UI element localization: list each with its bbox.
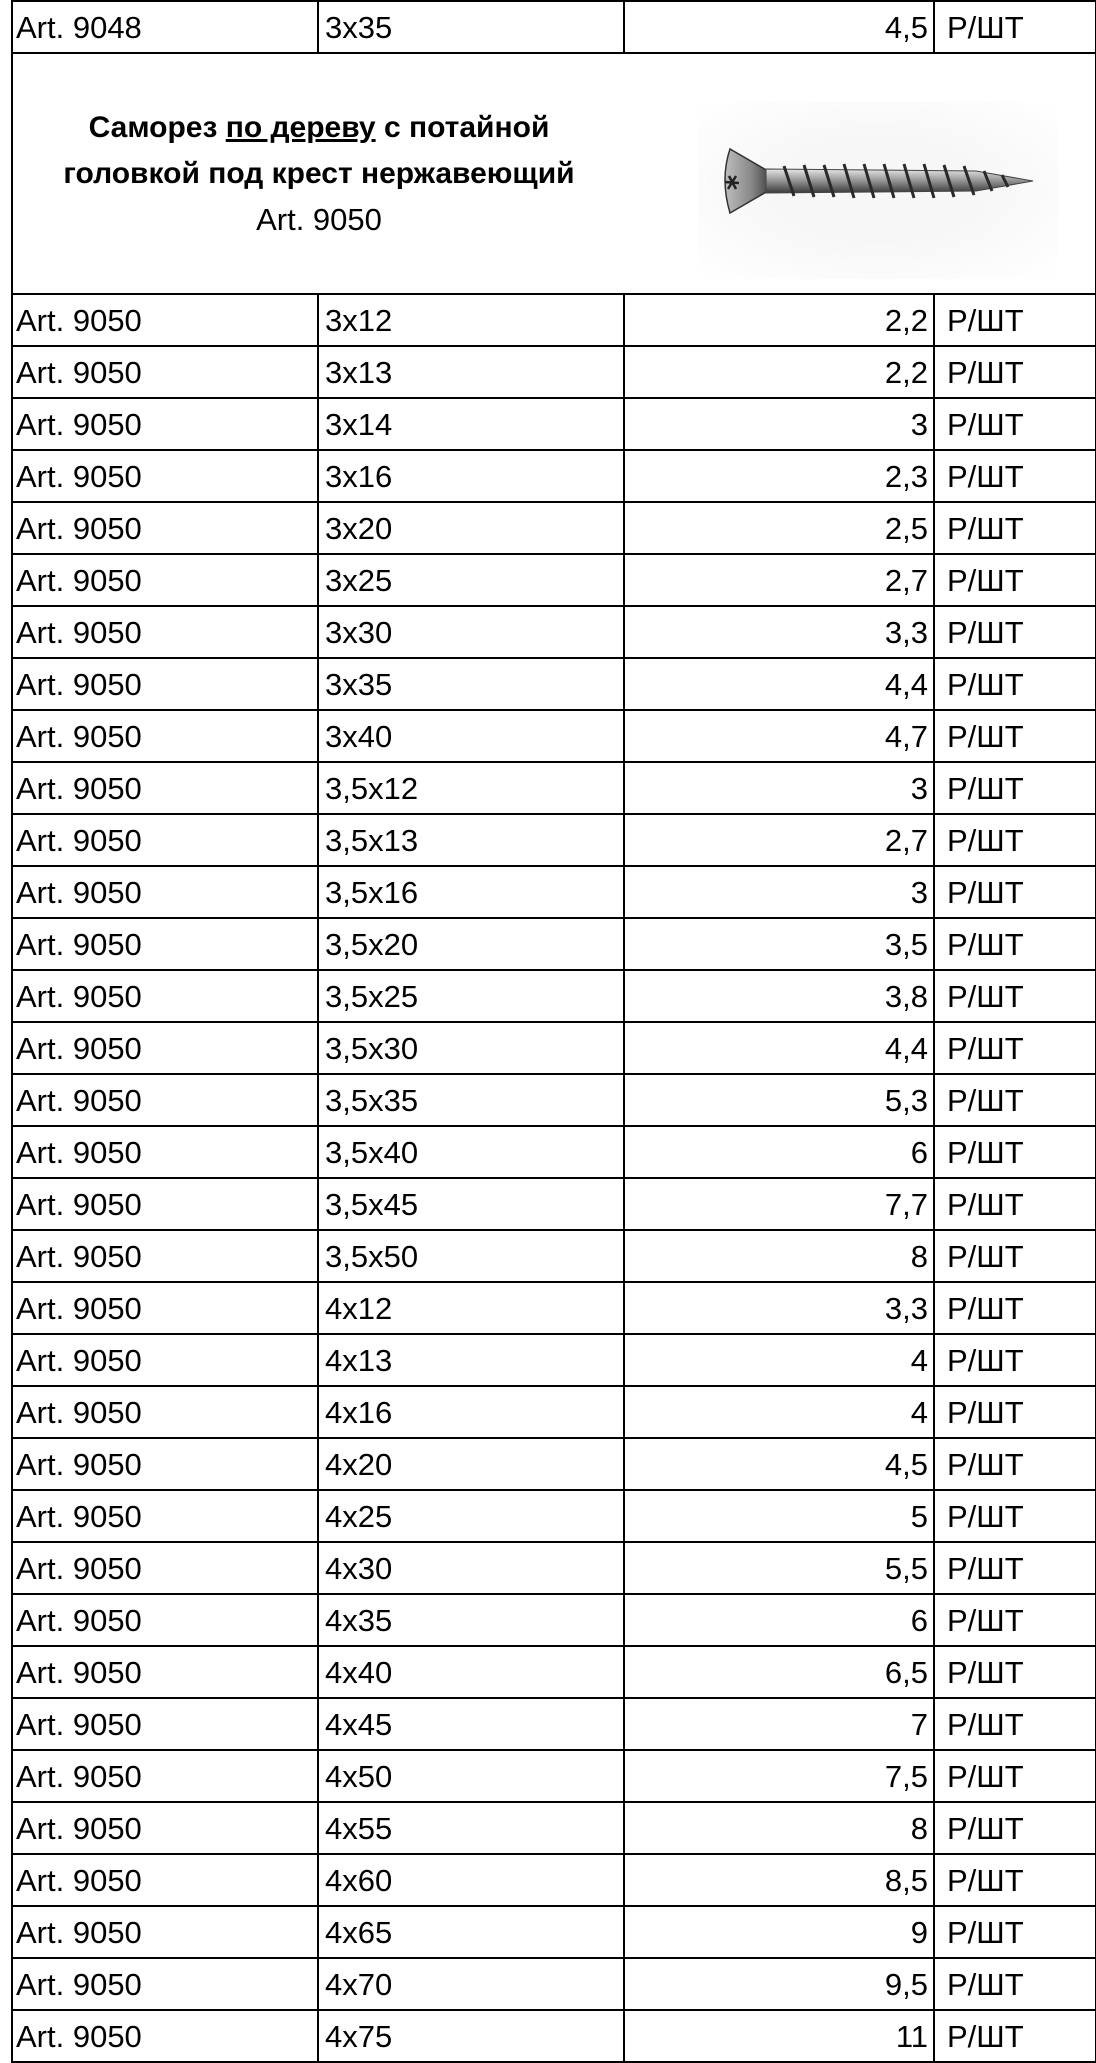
article-cell: Art. 9050 — [12, 1126, 318, 1178]
price-cell: 8 — [624, 1230, 934, 1282]
price-table — [11, 0, 1096, 2063]
article-cell: Art. 9050 — [12, 1594, 318, 1646]
unit-cell: Р/ШТ — [934, 1698, 1096, 1750]
size-cell: 3x35 — [318, 1, 624, 53]
price-cell: 3 — [624, 398, 934, 450]
article-cell: Art. 9050 — [12, 606, 318, 658]
unit-cell: Р/ШТ — [934, 1230, 1096, 1282]
price-cell: 8 — [624, 1802, 934, 1854]
article-cell: Art. 9050 — [12, 2010, 318, 2062]
size-cell: 4x75 — [318, 2010, 624, 2062]
article-cell: Art. 9050 — [12, 918, 318, 970]
section-article: Art. 9050 — [256, 201, 382, 237]
screw-image — [698, 101, 1058, 279]
size-cell: 4x16 — [318, 1386, 624, 1438]
unit-cell: Р/ШТ — [934, 1022, 1096, 1074]
price-cell: 6 — [624, 1594, 934, 1646]
article-cell: Art. 9050 — [12, 1230, 318, 1282]
table-row — [12, 814, 1096, 866]
size-cell: 4x20 — [318, 1438, 624, 1490]
price-cell: 7,7 — [624, 1178, 934, 1230]
price-sheet — [11, 0, 1095, 2063]
table-row — [12, 866, 1096, 918]
section-header-row — [12, 53, 1096, 294]
article-cell: Art. 9050 — [12, 1542, 318, 1594]
unit-cell: Р/ШТ — [934, 1438, 1096, 1490]
unit-cell: Р/ШТ — [934, 450, 1096, 502]
table-row — [12, 1490, 1096, 1542]
size-cell: 3x20 — [318, 502, 624, 554]
table-row — [12, 1126, 1096, 1178]
price-cell: 4 — [624, 1334, 934, 1386]
price-cell: 4,7 — [624, 710, 934, 762]
size-cell: 3x25 — [318, 554, 624, 606]
size-cell: 4x30 — [318, 1542, 624, 1594]
size-cell: 4x50 — [318, 1750, 624, 1802]
price-cell: 9 — [624, 1906, 934, 1958]
table-row — [12, 1906, 1096, 1958]
price-cell: 5 — [624, 1490, 934, 1542]
price-cell: 6,5 — [624, 1646, 934, 1698]
table-row — [12, 1282, 1096, 1334]
size-cell: 3x12 — [318, 294, 624, 346]
unit-cell: Р/ШТ — [934, 502, 1096, 554]
table-row — [12, 1438, 1096, 1490]
unit-cell: Р/ШТ — [934, 866, 1096, 918]
article-cell: Art. 9050 — [12, 1802, 318, 1854]
size-cell: 4x25 — [318, 1490, 624, 1542]
article-cell: Art. 9050 — [12, 346, 318, 398]
countersunk-wood-screw-icon — [698, 101, 1058, 279]
price-cell: 4,5 — [624, 1438, 934, 1490]
section-header-cell — [12, 53, 1096, 294]
article-cell: Art. 9050 — [12, 658, 318, 710]
unit-cell: Р/ШТ — [934, 346, 1096, 398]
unit-cell: Р/ШТ — [934, 1126, 1096, 1178]
table-row — [12, 554, 1096, 606]
table-row — [12, 450, 1096, 502]
unit-cell: Р/ШТ — [934, 1334, 1096, 1386]
unit-cell: Р/ШТ — [934, 814, 1096, 866]
article-cell: Art. 9050 — [12, 1698, 318, 1750]
table-row — [12, 1594, 1096, 1646]
table-row — [12, 1698, 1096, 1750]
size-cell: 3,5x30 — [318, 1022, 624, 1074]
price-cell: 2,7 — [624, 554, 934, 606]
price-cell: 4,4 — [624, 658, 934, 710]
price-cell: 2,5 — [624, 502, 934, 554]
size-cell: 3x14 — [318, 398, 624, 450]
table-row — [12, 1646, 1096, 1698]
size-cell: 4x12 — [318, 1282, 624, 1334]
size-cell: 4x70 — [318, 1958, 624, 2010]
unit-cell: Р/ШТ — [934, 1282, 1096, 1334]
table-row — [12, 1854, 1096, 1906]
table-row — [12, 398, 1096, 450]
price-cell: 5,3 — [624, 1074, 934, 1126]
price-cell: 3,5 — [624, 918, 934, 970]
unit-cell: Р/ШТ — [934, 970, 1096, 1022]
price-cell: 5,5 — [624, 1542, 934, 1594]
article-cell: Art. 9050 — [12, 1750, 318, 1802]
size-cell: 3,5x25 — [318, 970, 624, 1022]
table-row — [12, 1386, 1096, 1438]
article-cell: Art. 9050 — [12, 502, 318, 554]
title-text-end: с потайной — [375, 110, 550, 144]
unit-cell: Р/ШТ — [934, 606, 1096, 658]
unit-cell: Р/ШТ — [934, 1490, 1096, 1542]
article-cell: Art. 9050 — [12, 970, 318, 1022]
size-cell: 3,5x16 — [318, 866, 624, 918]
size-cell: 4x65 — [318, 1906, 624, 1958]
price-cell: 11 — [624, 2010, 934, 2062]
price-table-body — [12, 1, 1096, 2062]
article-cell: Art. 9050 — [12, 1906, 318, 1958]
unit-cell: Р/ШТ — [934, 1594, 1096, 1646]
unit-cell: Р/ШТ — [934, 1, 1096, 53]
table-row — [12, 710, 1096, 762]
article-cell: Art. 9050 — [12, 294, 318, 346]
table-row — [12, 658, 1096, 710]
size-cell: 3x16 — [318, 450, 624, 502]
table-row — [12, 762, 1096, 814]
unit-cell: Р/ШТ — [934, 1750, 1096, 1802]
unit-cell: Р/ШТ — [934, 1854, 1096, 1906]
price-cell: 2,2 — [624, 294, 934, 346]
size-cell: 4x13 — [318, 1334, 624, 1386]
title-text-underlined: по дереву — [225, 110, 376, 144]
table-row — [12, 1074, 1096, 1126]
price-cell: 3 — [624, 762, 934, 814]
article-cell: Art. 9050 — [12, 1438, 318, 1490]
section-title-line-2: головкой под крест нержавеющий — [63, 156, 575, 190]
price-cell: 3,3 — [624, 1282, 934, 1334]
price-cell: 4,5 — [624, 1, 934, 53]
unit-cell: Р/ШТ — [934, 1906, 1096, 1958]
unit-cell: Р/ШТ — [934, 398, 1096, 450]
article-cell: Art. 9050 — [12, 1334, 318, 1386]
table-row — [12, 1230, 1096, 1282]
article-cell: Art. 9050 — [12, 814, 318, 866]
table-row — [12, 1178, 1096, 1230]
article-cell: Art. 9048 — [12, 1, 318, 53]
unit-cell: Р/ШТ — [934, 762, 1096, 814]
unit-cell: Р/ШТ — [934, 1802, 1096, 1854]
size-cell: 3,5x20 — [318, 918, 624, 970]
size-cell: 3x13 — [318, 346, 624, 398]
unit-cell: Р/ШТ — [934, 918, 1096, 970]
article-cell: Art. 9050 — [12, 1074, 318, 1126]
unit-cell: Р/ШТ — [934, 2010, 1096, 2062]
article-cell: Art. 9050 — [12, 554, 318, 606]
article-cell: Art. 9050 — [12, 866, 318, 918]
section-title — [13, 54, 625, 293]
article-cell: Art. 9050 — [12, 1490, 318, 1542]
table-row — [12, 606, 1096, 658]
unit-cell: Р/ШТ — [934, 1178, 1096, 1230]
price-cell: 9,5 — [624, 1958, 934, 2010]
unit-cell: Р/ШТ — [934, 1542, 1096, 1594]
title-text-start: Саморез — [88, 110, 226, 144]
unit-cell: Р/ШТ — [934, 1646, 1096, 1698]
size-cell: 4x45 — [318, 1698, 624, 1750]
unit-cell: Р/ШТ — [934, 1074, 1096, 1126]
size-cell: 4x60 — [318, 1854, 624, 1906]
table-row — [12, 2010, 1096, 2062]
unit-cell: Р/ШТ — [934, 710, 1096, 762]
size-cell: 3x30 — [318, 606, 624, 658]
price-cell: 4 — [624, 1386, 934, 1438]
unit-cell: Р/ШТ — [934, 1386, 1096, 1438]
article-cell: Art. 9050 — [12, 1854, 318, 1906]
size-cell: 4x40 — [318, 1646, 624, 1698]
price-cell: 8,5 — [624, 1854, 934, 1906]
article-cell: Art. 9050 — [12, 710, 318, 762]
article-cell: Art. 9050 — [12, 1646, 318, 1698]
article-cell: Art. 9050 — [12, 398, 318, 450]
size-cell: 4x35 — [318, 1594, 624, 1646]
section-title-line-1 — [89, 105, 550, 151]
article-cell: Art. 9050 — [12, 1386, 318, 1438]
price-cell: 2,3 — [624, 450, 934, 502]
article-cell: Art. 9050 — [12, 1282, 318, 1334]
price-cell: 3 — [624, 866, 934, 918]
size-cell: 3,5x13 — [318, 814, 624, 866]
size-cell: 3,5x35 — [318, 1074, 624, 1126]
size-cell: 3x40 — [318, 710, 624, 762]
table-row — [12, 294, 1096, 346]
price-cell: 4,4 — [624, 1022, 934, 1074]
article-cell: Art. 9050 — [12, 450, 318, 502]
size-cell: 3x35 — [318, 658, 624, 710]
table-row — [12, 1542, 1096, 1594]
unit-cell: Р/ШТ — [934, 294, 1096, 346]
size-cell: 3,5x12 — [318, 762, 624, 814]
size-cell: 3,5x40 — [318, 1126, 624, 1178]
size-cell: 3,5x50 — [318, 1230, 624, 1282]
article-cell: Art. 9050 — [12, 762, 318, 814]
size-cell: 3,5x45 — [318, 1178, 624, 1230]
price-cell: 3,3 — [624, 606, 934, 658]
price-cell: 7 — [624, 1698, 934, 1750]
price-cell: 2,7 — [624, 814, 934, 866]
table-row — [12, 1750, 1096, 1802]
article-cell: Art. 9050 — [12, 1178, 318, 1230]
table-row — [12, 1802, 1096, 1854]
table-row — [12, 1, 1096, 53]
article-cell: Art. 9050 — [12, 1958, 318, 2010]
unit-cell: Р/ШТ — [934, 554, 1096, 606]
table-row — [12, 1334, 1096, 1386]
table-row — [12, 970, 1096, 1022]
price-cell: 2,2 — [624, 346, 934, 398]
price-cell: 6 — [624, 1126, 934, 1178]
table-row — [12, 918, 1096, 970]
article-cell: Art. 9050 — [12, 1022, 318, 1074]
price-cell: 3,8 — [624, 970, 934, 1022]
price-cell: 7,5 — [624, 1750, 934, 1802]
table-row — [12, 502, 1096, 554]
unit-cell: Р/ШТ — [934, 658, 1096, 710]
size-cell: 4x55 — [318, 1802, 624, 1854]
table-row — [12, 1022, 1096, 1074]
unit-cell: Р/ШТ — [934, 1958, 1096, 2010]
table-row — [12, 1958, 1096, 2010]
table-row — [12, 346, 1096, 398]
